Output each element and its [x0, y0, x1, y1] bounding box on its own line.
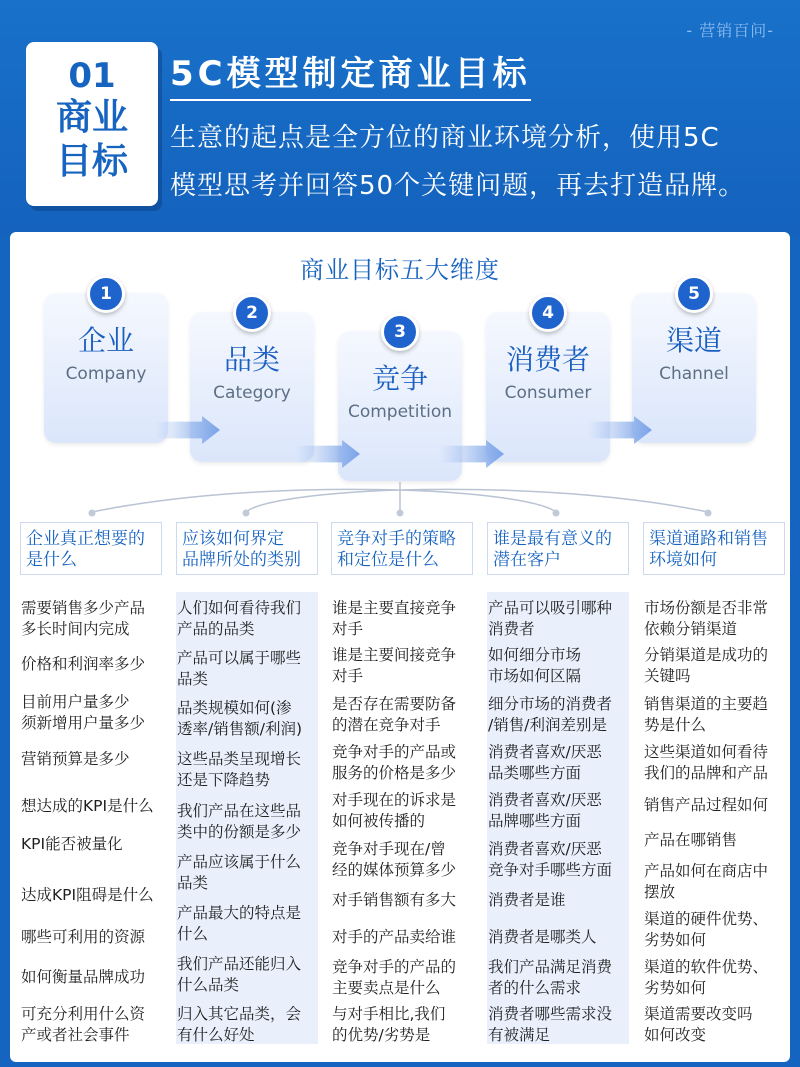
question-item: 产品最大的特点是 什么 [177, 904, 302, 943]
question-item: 我们产品在这些品 类中的份额是多少 [177, 802, 302, 841]
badge-number: 01 [68, 56, 116, 96]
question-item: 竞争对手现在/曾 经的媒体预算多少 [332, 840, 457, 879]
column-header-competition [331, 522, 473, 575]
column-header-line2: 是什么 [26, 550, 77, 570]
question-item: 我们产品满足消费 者的什么需求 [488, 958, 613, 997]
page-subtitle [170, 114, 790, 210]
subtitle-line1: 生意的起点是全方位的商业环境分析，使用5C [170, 123, 720, 153]
question-item: 归入其它品类，会 有什么好处 [177, 1005, 302, 1044]
dimension-name-en: Consumer [504, 383, 592, 403]
dimension-name-en: Company [65, 364, 147, 384]
question-item: 竞争对手的产品或 服务的价格是多少 [332, 743, 457, 782]
column-header-line1: 竞争对手的策略 [337, 529, 456, 549]
dimension-name-en: Channel [659, 364, 729, 384]
dimension-card-channel [632, 284, 756, 443]
question-item: 对手的产品卖给谁 [332, 928, 457, 946]
question-item: 价格和利润率多少 [21, 655, 146, 673]
badge-label-line2: 目标 [55, 141, 128, 182]
column-header-line2: 潜在客户 [493, 550, 561, 570]
question-item: 是否存在需要防备 的潜在竞争对手 [332, 695, 457, 734]
dimension-name-en: Competition [347, 402, 453, 422]
section-badge [26, 42, 158, 206]
question-item: 哪些可利用的资源 [21, 928, 146, 946]
question-item: 消费者喜欢/厌恶 品类哪些方面 [488, 743, 602, 782]
question-item: 想达成的KPI是什么 [21, 797, 154, 815]
question-item: 需要销售多少产品 多长时间内完成 [21, 599, 146, 638]
question-item: 细分市场的消费者 /销售/利润差别是 [488, 695, 613, 734]
question-item: 消费者是哪类人 [488, 928, 597, 946]
column-header-channel [643, 522, 785, 575]
question-item: 竞争对手的产品的 主要卖点是什么 [332, 958, 457, 997]
column-header-line1: 渠道通路和销售 [649, 529, 768, 549]
dimension-number: 5 [675, 275, 713, 313]
question-item: 渠道需要改变吗 如何改变 [644, 1005, 753, 1044]
question-item: 这些渠道如何看待 我们的品牌和产品 [644, 743, 769, 782]
question-item: 对手现在的诉求是 如何被传播的 [332, 791, 457, 830]
dimension-name-zh: 消费者 [505, 343, 590, 376]
question-item: 销售产品过程如何 [644, 796, 769, 814]
dimension-name-zh: 竞争 [371, 362, 428, 395]
column-header-line2: 环境如何 [649, 550, 717, 570]
question-item: 产品可以吸引哪种 消费者 [488, 599, 613, 638]
question-item: KPI能否被量化 [21, 835, 123, 853]
column-header-category [176, 522, 318, 575]
question-item: 消费者是谁 [488, 891, 566, 909]
question-item: 营销预算是多少 [21, 750, 130, 768]
panel-heading: 商业目标五大维度 [300, 256, 500, 284]
dimension-number: 4 [529, 294, 567, 332]
question-item: 产品应该属于什么 品类 [177, 853, 302, 892]
column-header-line1: 应该如何界定 [182, 529, 284, 549]
question-item: 产品可以属于哪些 品类 [177, 649, 302, 688]
question-item: 目前用户量多少 须新增用户量多少 [21, 693, 146, 732]
column-header-consumer [487, 522, 629, 575]
question-item: 产品如何在商店中 摆放 [644, 862, 769, 901]
subtitle-line2: 模型思考并回答50个关键问题，再去打造品牌。 [170, 171, 746, 201]
dimension-card-category [190, 303, 314, 462]
question-item: 消费者喜欢/厌恶 品牌哪些方面 [488, 791, 602, 830]
dimension-number: 1 [87, 275, 125, 313]
question-item: 消费者哪些需求没 有被满足 [488, 1005, 613, 1044]
dimension-card-company [44, 284, 168, 443]
dimension-name-zh: 渠道 [665, 324, 722, 357]
question-item: 谁是主要间接竞争 对手 [332, 646, 457, 685]
question-item: 分销渠道是成功的 关键吗 [644, 646, 769, 685]
question-item: 市场份额是否非常 依赖分销渠道 [644, 599, 769, 638]
question-item: 这些品类呈现增长 还是下降趋势 [177, 750, 302, 789]
question-item: 对手销售额有多大 [332, 891, 457, 909]
dimension-name-zh: 品类 [223, 343, 280, 376]
watermark: - 营销百问- [686, 21, 774, 40]
question-item: 产品在哪销售 [644, 831, 738, 849]
question-item: 消费者喜欢/厌恶 竞争对手哪些方面 [488, 840, 613, 879]
column-header-company [20, 522, 162, 575]
question-item: 渠道的软件优势、 劣势如何 [644, 958, 769, 997]
question-item: 我们产品还能归入 什么品类 [177, 955, 302, 994]
question-item: 渠道的硬件优势、 劣势如何 [644, 910, 769, 949]
column-header-line1: 谁是最有意义的 [493, 529, 612, 549]
column-header-line2: 品牌所处的类别 [182, 550, 301, 570]
dimension-name-en: Category [213, 383, 291, 403]
page-title: 5C模型制定商业目标 [170, 46, 531, 101]
question-item: 如何衡量品牌成功 [21, 968, 146, 986]
dimension-number: 3 [381, 313, 419, 351]
question-item: 品类规模如何(渗 透率/销售额/利润) [177, 699, 302, 738]
dimension-number: 2 [233, 294, 271, 332]
question-item: 销售渠道的主要趋 势是什么 [644, 695, 769, 734]
question-item: 可充分利用什么资 产或者社会事件 [21, 1005, 146, 1044]
column-header-line2: 和定位是什么 [337, 550, 439, 570]
question-item: 如何细分市场 市场如何区隔 [488, 646, 582, 685]
dimension-card-consumer [486, 303, 610, 462]
question-item: 谁是主要直接竞争 对手 [332, 599, 457, 638]
column-header-line1: 企业真正想要的 [26, 529, 145, 549]
question-item: 与对手相比,我们 的优势/劣势是 [332, 1005, 446, 1044]
badge-label-line1: 商业 [55, 97, 128, 138]
question-item: 人们如何看待我们 产品的品类 [177, 599, 302, 638]
dimension-name-zh: 企业 [77, 324, 134, 357]
question-item: 达成KPI阻碍是什么 [21, 886, 154, 904]
